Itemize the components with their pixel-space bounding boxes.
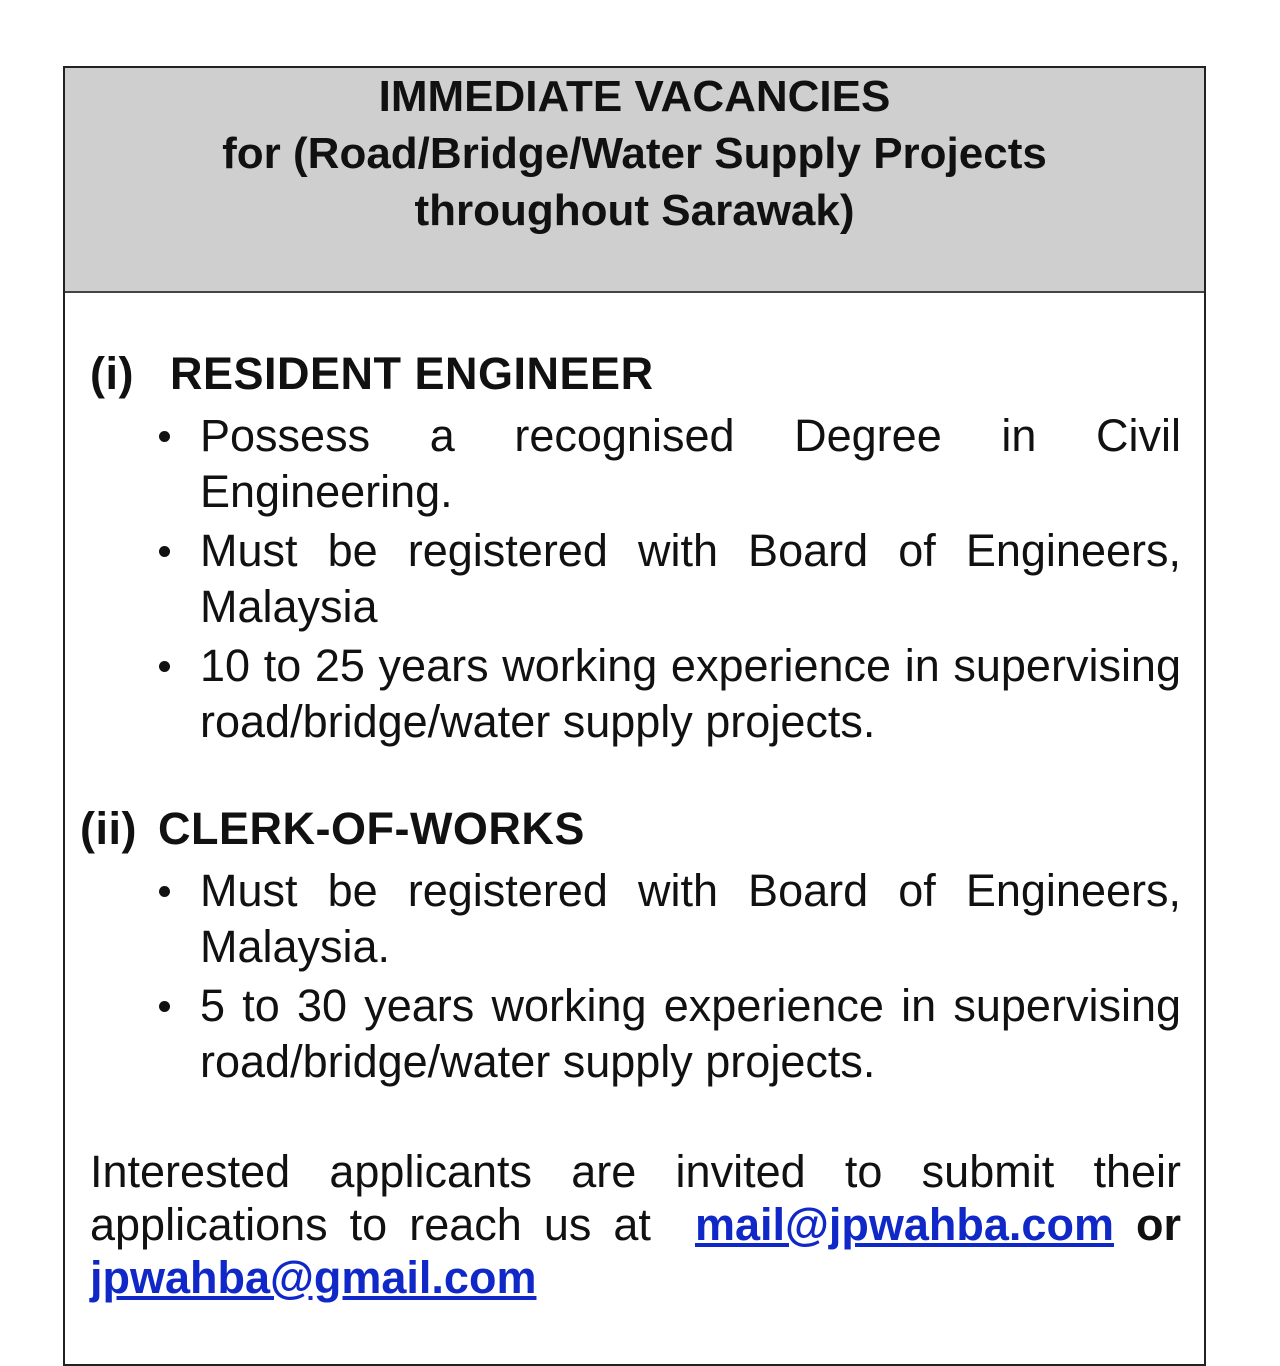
position-title-resident-engineer [90,348,654,400]
position-name: CLERK-OF-WORKS [158,803,585,854]
email-link-secondary[interactable]: jpwahba@gmail.com [90,1252,537,1303]
position-title-clerk-of-works [80,803,585,855]
header-title: IMMEDIATE VACANCIES [378,72,891,121]
bullet-dot [159,431,170,442]
bullet-dot [159,661,170,672]
application-instructions [90,1145,1181,1304]
position-number: (i) [90,348,134,399]
notice-header [65,68,1204,293]
position-name: RESIDENT ENGINEER [170,348,654,399]
header-subtitle-line2: throughout Sarawak) [414,186,855,235]
bullet-dot [159,546,170,557]
list-item: Must be registered with Board of Engineers, Malaysia. [155,863,1181,975]
header-subtitle-line1: for (Road/Bridge/Water Supply Projects [222,129,1047,178]
position-number: (ii) [80,803,137,854]
bullet-dot [159,886,170,897]
resident-engineer-requirements [155,408,1181,753]
clerk-of-works-requirements [155,863,1181,1093]
vacancy-notice [63,66,1206,1366]
email-link-primary[interactable]: mail@jpwahba.com [694,1199,1114,1250]
list-item: 10 to 25 years working experience in supervising road/bridge/water supply projects. [155,638,1181,750]
list-item: 5 to 30 years working experience in supervising road/bridge/water supply projects. [155,978,1181,1090]
closing-text: Interested applicants are invited to submit their applications to reach us at [90,1146,1181,1250]
closing-or: or [1136,1199,1181,1250]
list-item: Possess a recognised Degree in Civil Engineering. [155,408,1181,520]
list-item: Must be registered with Board of Engineers, Malaysia [155,523,1181,635]
bullet-dot [159,1001,170,1012]
